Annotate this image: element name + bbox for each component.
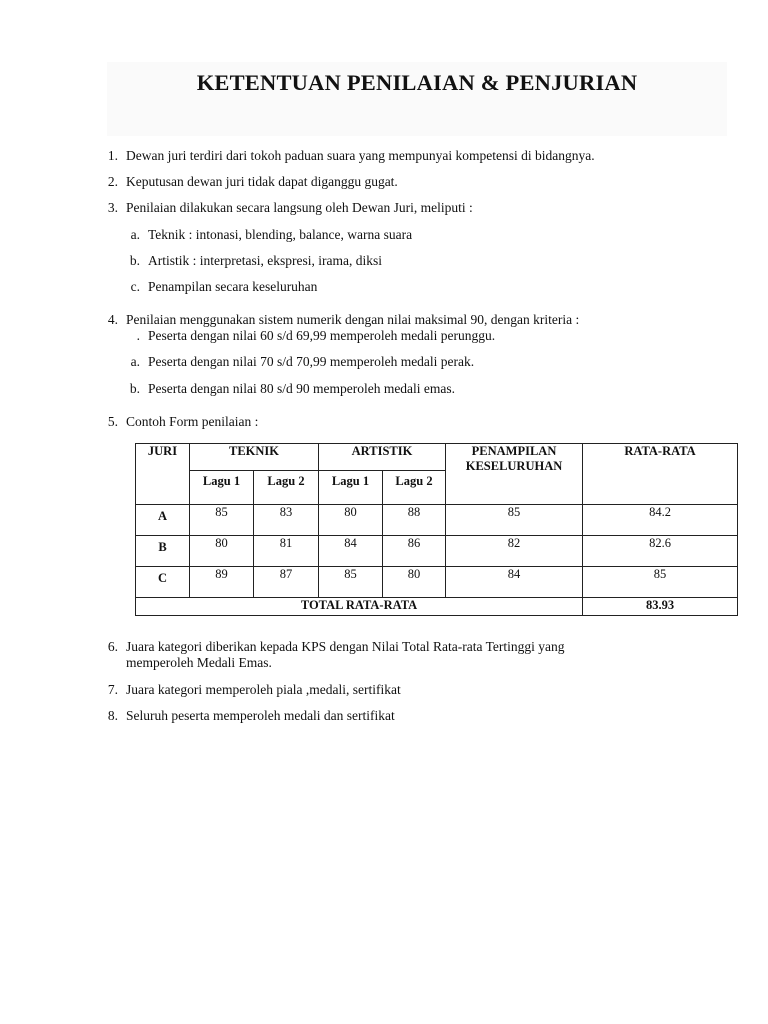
list-marker: 8.: [107, 708, 118, 723]
list-text: Teknik : intonasi, blending, balance, warna suara: [148, 227, 413, 242]
score-cell: 85: [446, 505, 583, 536]
list-text: Penilaian menggunakan sistem numerik dengan nilai maksimal 90, dengan kriteria :: [126, 312, 580, 327]
score-cell: 87: [254, 567, 319, 598]
list-marker: 7.: [107, 682, 118, 697]
list-marker: c.: [130, 279, 140, 294]
score-cell: 84: [319, 536, 383, 567]
list-text: Contoh Form penilaian :: [126, 414, 259, 429]
list-marker: 6.: [107, 639, 118, 654]
list-marker: 3.: [107, 200, 118, 215]
total-value: 83.93: [583, 598, 738, 616]
table-row: [136, 536, 738, 567]
score-cell: 83: [254, 505, 319, 536]
score-cell: 80: [190, 536, 254, 567]
score-cell: 82: [446, 536, 583, 567]
score-cell: 80: [383, 567, 446, 598]
score-cell: 85: [190, 505, 254, 536]
list-text: Keputusan dewan juri tidak dapat diganggu gugat.: [126, 174, 398, 189]
table-row: [136, 505, 738, 536]
header-rata-rata: RATA-RATA: [583, 444, 738, 505]
header-artistik-lagu1: Lagu 1: [319, 471, 383, 505]
list-marker: b.: [129, 253, 140, 268]
list-text: Peserta dengan nilai 70 s/d 70,99 memperoleh medali perak.: [148, 354, 475, 369]
list-text: Juara kategori diberikan kepada KPS dengan Nilai Total Rata-rata Tertinggi yang: [126, 639, 565, 654]
list-text: Artistik : interpretasi, ekspresi, irama, diksi: [148, 253, 382, 268]
list-text: Dewan juri terdiri dari tokoh paduan suara yang mempunyai kompetensi di bidangnya.: [126, 148, 595, 163]
score-cell: 84.2: [583, 505, 738, 536]
list-marker: a.: [130, 354, 140, 369]
list-marker: 5.: [107, 414, 118, 429]
total-label: TOTAL RATA-RATA: [136, 598, 583, 616]
header-artistik-lagu2: Lagu 2: [383, 471, 446, 505]
header-teknik-lagu2: Lagu 2: [254, 471, 319, 505]
list-text: Penilaian dilakukan secara langsung oleh Dewan Juri, meliputi :: [126, 200, 473, 215]
juri-cell: B: [136, 536, 190, 567]
list-text: Juara kategori memperoleh piala ,medali, sertifikat: [126, 682, 401, 697]
score-cell: 89: [190, 567, 254, 598]
header-teknik-lagu1: Lagu 1: [190, 471, 254, 505]
header-penampilan: PENAMPILAN KESELURUHAN: [446, 444, 583, 505]
score-cell: 86: [383, 536, 446, 567]
list-marker: 4.: [107, 312, 118, 327]
list-marker: a.: [130, 227, 140, 242]
list-text: Peserta dengan nilai 60 s/d 69,99 memperoleh medali perunggu.: [148, 328, 496, 343]
list-marker: 1.: [107, 148, 118, 163]
score-cell: 85: [319, 567, 383, 598]
score-cell: 85: [583, 567, 738, 598]
score-cell: 80: [319, 505, 383, 536]
juri-cell: C: [136, 567, 190, 598]
juri-cell: A: [136, 505, 190, 536]
list-text: Penampilan secara keseluruhan: [148, 279, 318, 294]
list-marker: b.: [129, 381, 140, 396]
page-title: KETENTUAN PENILAIAN & PENJURIAN: [196, 70, 638, 95]
scoring-form-table: [135, 443, 738, 616]
score-cell: 82.6: [583, 536, 738, 567]
header-artistik: ARTISTIK: [319, 444, 446, 471]
score-cell: 88: [383, 505, 446, 536]
list-text: memperoleh Medali Emas.: [126, 655, 272, 670]
list-text: Seluruh peserta memperoleh medali dan sertifikat: [126, 708, 395, 723]
header-teknik: TEKNIK: [190, 444, 319, 471]
header-juri: JURI: [136, 444, 190, 505]
list-marker: .: [136, 328, 140, 343]
table-row: [136, 567, 738, 598]
list-text: Peserta dengan nilai 80 s/d 90 memperoleh medali emas.: [148, 381, 456, 396]
score-cell: 81: [254, 536, 319, 567]
list-marker: 2.: [107, 174, 118, 189]
score-cell: 84: [446, 567, 583, 598]
